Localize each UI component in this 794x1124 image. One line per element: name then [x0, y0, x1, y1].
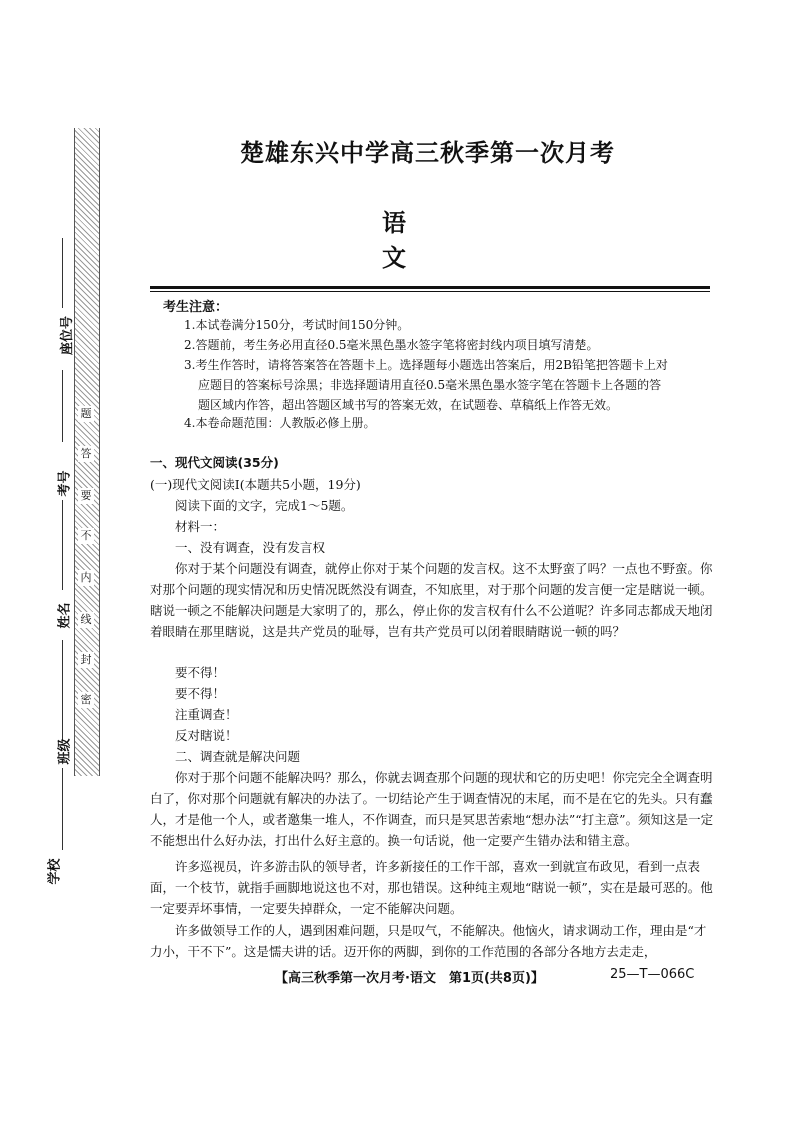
subject-title: 语文	[382, 209, 446, 272]
band-char: 不	[78, 528, 94, 544]
band-char: 题	[78, 406, 94, 422]
article-line: 要不得！	[175, 665, 226, 680]
instruction: 阅读下面的文字，完成1～5题。	[175, 498, 354, 513]
notice-item: 题区域内作答，超出答题区域书写的答案无效，在试题卷、草稿纸上作答无效。	[198, 398, 619, 412]
notice-item: 3.考生作答时，请将答案答在答题卡上。选择题每小题选出答案后，用2B铅笔把答题卡上对	[184, 358, 668, 372]
field-line	[62, 768, 63, 850]
field-line	[62, 238, 63, 308]
article-paragraph: 你对于那个问题不能解决吗？那么，你就去调查那个问题的现状和它的历史吧！你完完全全调查明白了，你对那个问题就有解决的办法了。一切结论产生于调查情况的末尾，而不是在它的先头。只有蠢人，才是他一个人，或者邀集一堆人，不作调查，而只是冥思苦索地“想办法”“打主意”。须知这是一定不能想出什么好办法，打出什么好主意的。换一句话说，他一定要产生错办法和错主意。	[150, 770, 714, 848]
material-label: 材料一：	[175, 519, 226, 534]
school-label: 学校	[47, 858, 63, 885]
band-char: 封	[78, 652, 94, 668]
notice-item: 应题目的答案标号涂黑；非选择题请用直径0.5毫米黑色墨水签字笔在答题卡上各题的答	[198, 378, 662, 392]
notice-heading: 考生注意：	[163, 300, 229, 315]
article-line: 要不得！	[175, 686, 226, 701]
article-line: 注重调查！	[175, 707, 238, 722]
band-char: 要	[78, 488, 94, 504]
page-footer: 【高三秋季第一次月考·语文 第1页(共8页)】	[275, 971, 544, 986]
band-char: 内	[78, 570, 94, 586]
band-char: 答	[78, 446, 94, 462]
exam-title: 楚雄东兴中学高三秋季第一次月考	[240, 139, 615, 167]
notice-item: 2.答题前，考生务必用直径0.5毫米黑色墨水签字笔将密封线内项目填写清楚。	[184, 338, 599, 352]
field-line	[62, 370, 63, 442]
section-heading: 一、现代文阅读(35分)	[150, 455, 279, 470]
paper-code: 25—T—066C	[610, 967, 695, 982]
exam-number-label: 考号	[57, 470, 73, 497]
article-heading: 一、没有调查，没有发言权	[175, 540, 326, 555]
article-line: 反对瞎说！	[175, 728, 238, 743]
class-label: 班级	[57, 738, 73, 765]
article-paragraph: 许多巡视员，许多游击队的领导者，许多新接任的工作干部，喜欢一到就宣布政见，看到一点表面，一个枝节，就指手画脚地说这也不对，那也错误。这种纯主观地“瞎说一顿”，实在是最可恶的。他一定要弄坏事情，一定要失掉群众，一定不能解决问题。	[150, 859, 713, 916]
article-paragraph: 许多做领导工作的人，遇到困难问题，只是叹气，不能解决。他恼火，请求调动工作，理由是“才力小，干不下”。这是懦夫讲的话。迈开你的两脚，到你的工作范围的各部分各地方去走走，	[150, 923, 707, 959]
field-line	[62, 500, 63, 590]
article-heading: 二、调查就是解决问题	[175, 749, 301, 764]
subsection-heading: (一)现代文阅读Ⅰ(本题共5小题，19分)	[150, 477, 361, 492]
field-line	[62, 640, 63, 740]
notice-item: 4.本卷命题范围：人教版必修上册。	[184, 416, 376, 430]
seat-number-label: 座位号	[60, 315, 76, 356]
article-paragraph: 你对于某个问题没有调查，就停止你对于某个问题的发言权。这不太野蛮了吗？一点也不野蛮。你对那个问题的现实情况和历史情况既然没有调查，不知底里，对于那个问题的发言便一定是瞎说一顿。瞎说一顿之不能解决问题是大家明了的，那么，停止你的发言权有什么不公道呢？许多同志都成天地闭着眼睛在那里瞎说，这是共产党员的耻辱，岂有共产党员可以闭着眼睛瞎说一顿的吗？	[150, 561, 713, 639]
header-rule	[150, 286, 710, 289]
notice-item: 1.本试卷满分150分，考试时间150分钟。	[184, 318, 410, 332]
name-label: 姓名	[57, 602, 73, 629]
header-rule-thin	[150, 291, 710, 292]
band-char: 密	[78, 692, 94, 708]
band-char: 线	[78, 612, 94, 628]
